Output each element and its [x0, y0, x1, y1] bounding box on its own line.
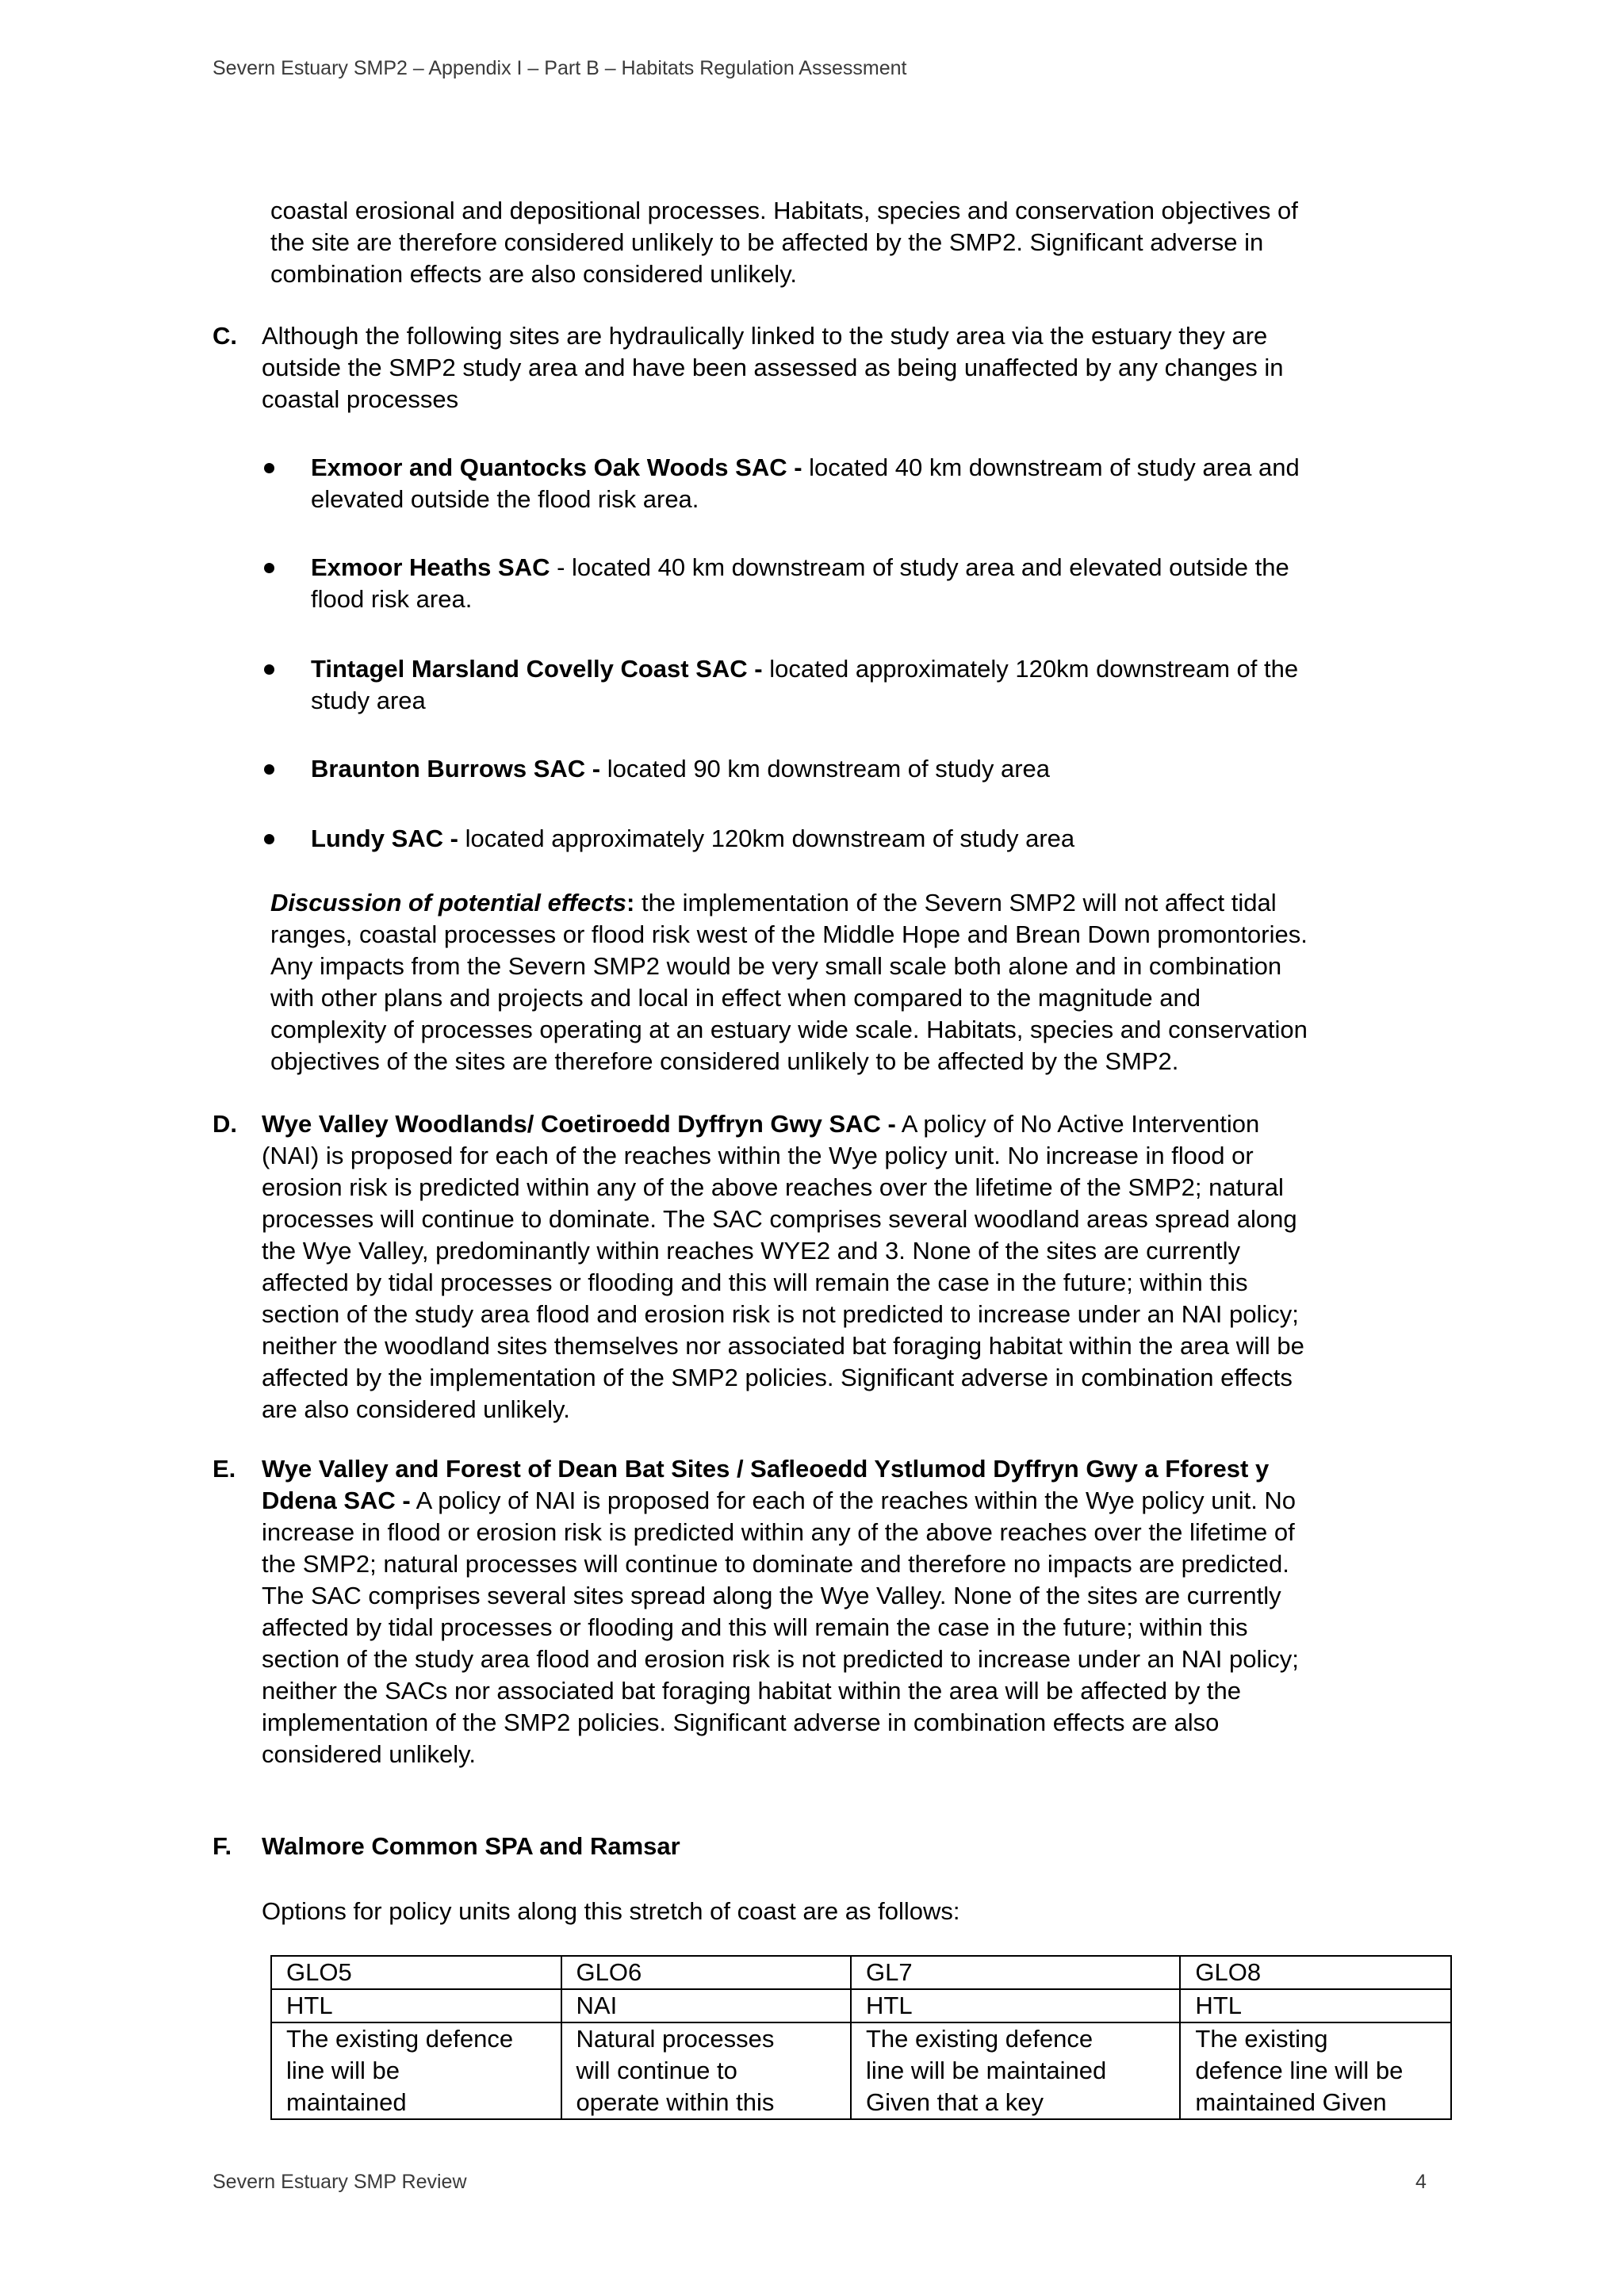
text-line: flood risk area. — [311, 585, 473, 613]
text-line: neither the SACs nor associated bat foraging habitat within the area will be affected by the — [262, 1677, 1242, 1705]
table-cell — [851, 2022, 1180, 2119]
table-cell — [271, 2022, 561, 2119]
cell-line: The existing defence — [866, 2025, 1094, 2053]
table-row — [271, 2022, 1451, 2119]
cell-line: defence line will be — [1195, 2057, 1404, 2084]
text-line: the Wye Valley, predominantly within reaches WYE2 and 3. None of the sites are currently — [262, 1237, 1241, 1265]
cell-line: Natural processes — [576, 2025, 775, 2053]
text-line: implementation of the SMP2 policies. Significant adverse in combination effects are also — [262, 1709, 1220, 1736]
section-f-letter: F. — [213, 1832, 232, 1860]
text-line: combination effects are also considered unlikely. — [270, 260, 798, 288]
bullet-item-tintagel — [311, 653, 1298, 717]
text-line: the SMP2; natural processes will continue to dominate and therefore no impacts are predicted. — [262, 1550, 1289, 1578]
bullet-icon — [264, 563, 274, 573]
bullet-item-exmoor-quantocks — [311, 452, 1300, 515]
text-line: outside the SMP2 study area and have been assessed as being unaffected by any changes in — [262, 354, 1284, 381]
discussion-colon: : — [626, 889, 635, 916]
section-c-intro — [262, 320, 1284, 415]
section-f-title: Walmore Common SPA and Ramsar — [262, 1832, 680, 1860]
text-line: are also considered unlikely. — [262, 1395, 570, 1423]
text-line: elevated outside the flood risk area. — [311, 485, 699, 513]
table-cell: HTL — [271, 1989, 561, 2022]
table-cell — [561, 2022, 851, 2119]
text-line: Any impacts from the Severn SMP2 would be very small scale both alone and in combination — [270, 952, 1282, 980]
section-f-intro: Options for policy units along this stretch of coast are as follows: — [262, 1897, 960, 1925]
table-row — [271, 1989, 1451, 2022]
table-cell — [1180, 2022, 1451, 2119]
text-line: A policy of NAI is proposed for each of the reaches within the Wye policy unit. No — [410, 1487, 1297, 1514]
text-line: located approximately 120km downstream of study area — [458, 825, 1075, 852]
site-name: Ddena SAC - — [262, 1487, 411, 1514]
bullet-item-lundy — [311, 823, 1074, 855]
text-line: objectives of the sites are therefore considered unlikely to be affected by the SMP2. — [270, 1047, 1179, 1075]
text-line: affected by the implementation of the SMP2 policies. Significant adverse in combination effects — [262, 1364, 1293, 1391]
text-line: The SAC comprises several sites spread along the Wye Valley. None of the sites are currently — [262, 1582, 1281, 1609]
cell-line: maintained — [286, 2088, 407, 2116]
table-cell: NAI — [561, 1989, 851, 2022]
table-cell: GLO6 — [561, 1956, 851, 1989]
section-e-paragraph — [262, 1453, 1299, 1770]
bullet-icon — [264, 764, 274, 775]
text-line: increase in flood or erosion risk is predicted within any of the above reaches over the lifetime of — [262, 1518, 1295, 1546]
section-c-letter: C. — [213, 322, 237, 350]
discussion-label: Discussion of potential effects — [270, 889, 627, 916]
text-line: affected by tidal processes or flooding and this will remain the case in the future; within this — [262, 1613, 1248, 1641]
text-line: considered unlikely. — [262, 1740, 476, 1768]
cell-line: maintained Given — [1195, 2088, 1387, 2116]
policy-options-table — [270, 1955, 1452, 2120]
text-line: neither the woodland sites themselves nor associated bat foraging habitat within the area will be — [262, 1332, 1304, 1360]
text-line: complexity of processes operating at an estuary wide scale. Habitats, species and conservation — [270, 1016, 1308, 1043]
page-number: 4 — [1415, 2171, 1427, 2193]
cell-line: The existing defence — [286, 2025, 514, 2053]
text-line: located 40 km downstream of study area and — [802, 453, 1300, 481]
bullet-icon — [264, 834, 274, 844]
cell-line: operate within this — [576, 2088, 775, 2116]
site-name: Lundy SAC - — [311, 825, 458, 852]
running-footer: Severn Estuary SMP Review — [213, 2171, 467, 2193]
table-cell: HTL — [851, 1989, 1180, 2022]
text-line: the implementation of the Severn SMP2 will not affect tidal — [634, 889, 1277, 916]
site-name: Wye Valley and Forest of Dean Bat Sites / Safleoedd Ystlumod Dyffryn Gwy a Fforest y — [262, 1455, 1270, 1483]
table-cell: GL7 — [851, 1956, 1180, 1989]
site-name: Tintagel Marsland Covelly Coast SAC - — [311, 655, 763, 683]
section-e-letter: E. — [213, 1455, 236, 1483]
section-d-letter: D. — [213, 1110, 237, 1138]
text-line: erosion risk is predicted within any of the above reaches over the lifetime of the SMP2; natural — [262, 1173, 1284, 1201]
text-line: the site are therefore considered unlikely to be affected by the SMP2. Significant adverse in — [270, 228, 1264, 256]
text-line: affected by tidal processes or flooding and this will remain the case in the future; within this — [262, 1269, 1248, 1296]
site-name: Exmoor Heaths SAC — [311, 553, 550, 581]
bullet-item-exmoor-heaths — [311, 552, 1289, 615]
bullet-icon — [264, 664, 274, 675]
section-d-paragraph — [262, 1108, 1304, 1425]
table-row — [271, 1956, 1451, 1989]
cell-line: Given that a key — [866, 2088, 1044, 2116]
site-name: Braunton Burrows SAC - — [311, 755, 601, 783]
bullet-item-braunton — [311, 753, 1050, 785]
text-line: coastal erosional and depositional processes. Habitats, species and conservation objectives of — [270, 197, 1298, 224]
text-line: coastal processes — [262, 385, 459, 413]
text-line: located approximately 120km downstream of the — [762, 655, 1299, 683]
running-header: Severn Estuary SMP2 – Appendix I – Part B – Habitats Regulation Assessment — [213, 57, 907, 79]
table-cell: GLO5 — [271, 1956, 561, 1989]
table-cell: HTL — [1180, 1989, 1451, 2022]
text-line: - located 40 km downstream of study area and elevated outside the — [550, 553, 1289, 581]
table-cell: GLO8 — [1180, 1956, 1451, 1989]
cell-line: will continue to — [576, 2057, 737, 2084]
text-line: ranges, coastal processes or flood risk west of the Middle Hope and Brean Down promontories. — [270, 920, 1308, 948]
text-line: processes will continue to dominate. The SAC comprises several woodland areas spread along — [262, 1205, 1297, 1233]
text-line: A policy of No Active Intervention — [895, 1110, 1260, 1138]
text-line: section of the study area flood and erosion risk is not predicted to increase under an NAI policy; — [262, 1645, 1299, 1673]
site-name: Exmoor and Quantocks Oak Woods SAC - — [311, 453, 802, 481]
text-line: study area — [311, 687, 426, 714]
cell-line: line will be — [286, 2057, 400, 2084]
text-line: section of the study area flood and erosion risk is not predicted to increase under an NAI policy; — [262, 1300, 1299, 1328]
text-line: located 90 km downstream of study area — [600, 755, 1051, 783]
text-line: with other plans and projects and local in effect when compared to the magnitude and — [270, 984, 1201, 1012]
cell-line: The existing — [1195, 2025, 1328, 2053]
continuation-paragraph — [270, 195, 1298, 290]
site-name: Wye Valley Woodlands/ Coetiroedd Dyffryn Gwy SAC - — [262, 1110, 896, 1138]
text-line: (NAI) is proposed for each of the reaches within the Wye policy unit. No increase in flood or — [262, 1142, 1254, 1169]
text-line: Although the following sites are hydraulically linked to the study area via the estuary they are — [262, 322, 1268, 350]
cell-line: line will be maintained — [866, 2057, 1107, 2084]
discussion-paragraph — [270, 887, 1308, 1077]
bullet-icon — [264, 463, 274, 473]
